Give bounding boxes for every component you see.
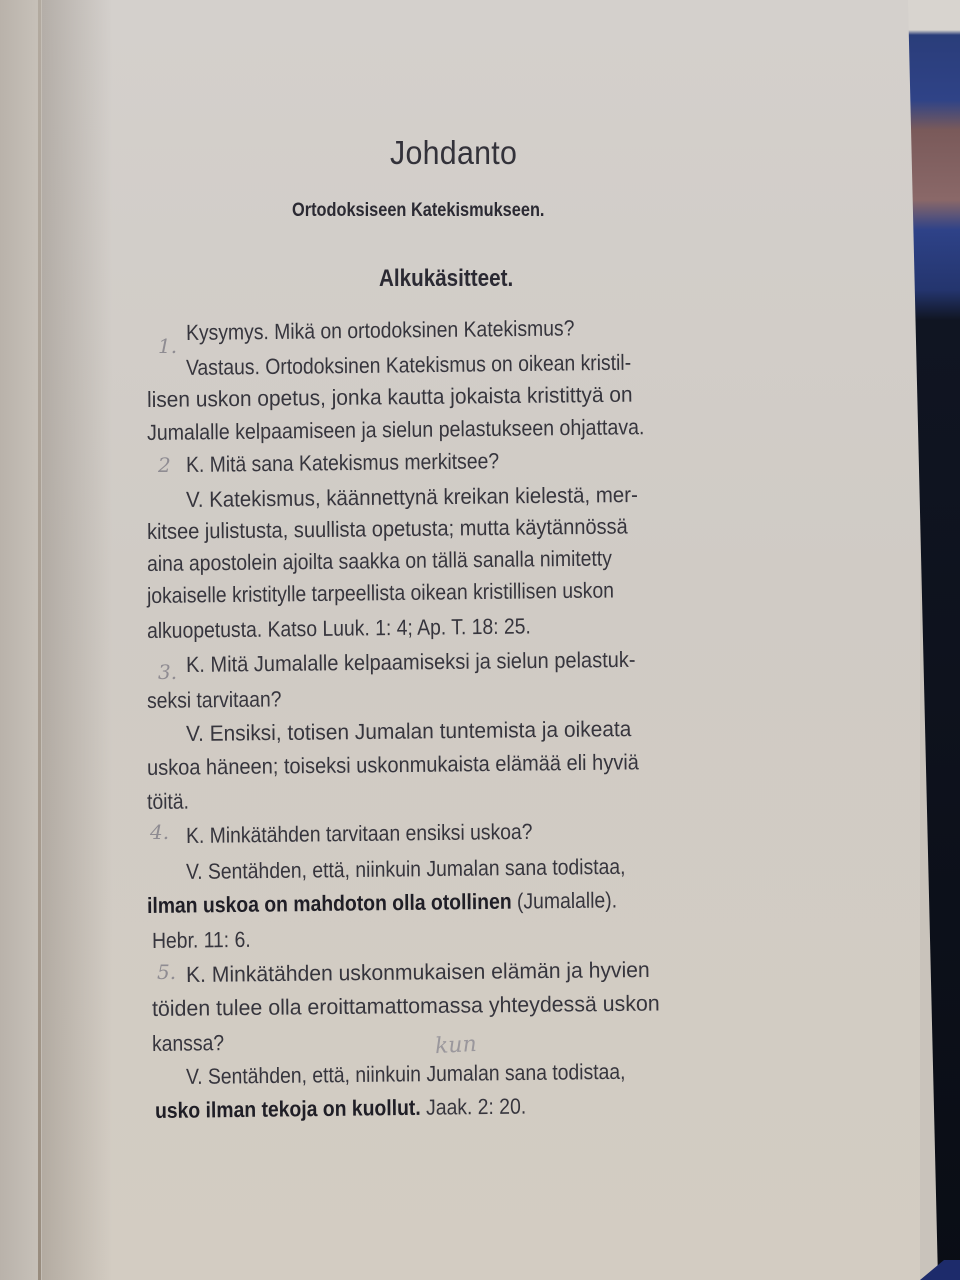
text-line: Vastaus. Ortodoksinen Katekismus on oikean kristil- — [185, 349, 632, 380]
margin-note-5: 5. — [157, 960, 177, 984]
text-line: K. Minkätähden uskonmukaisen elämän ja hyvien — [185, 956, 650, 987]
text-line: uskoa häneen; toiseksi uskonmukaista elämää eli hyviä — [146, 749, 639, 780]
text-line: töiden tulee olla eroittamattomassa yhteydessä uskon — [151, 990, 660, 1021]
text-line: V. Ensiksi, totisen Jumalan tuntemista ja oikeata — [185, 716, 632, 746]
text-line: usko ilman tekoja on kuollut. Jaak. 2: 20. — [154, 1093, 527, 1123]
text-line: Kysymys. Mikä on ortodoksinen Katekismus? — [185, 315, 575, 345]
margin-note-1: 1. — [158, 334, 178, 358]
text-line: lisen uskon opetus, jonka kautta jokaista kristittyä on — [146, 381, 633, 412]
text-line: K. Minkätähden tarvitaan ensiksi uskoa? — [185, 818, 533, 848]
text-line: V. Katekismus, käännettynä kreikan kielestä, mer- — [185, 481, 638, 512]
text-line: K. Mitä Jumalalle kelpaamiseksi ja sielun pelastuk- — [185, 646, 636, 677]
text-line: V. Sentähden, että, niinkuin Jumalan sana todistaa, — [185, 1058, 626, 1089]
margin-note-3: 3. — [158, 660, 178, 684]
text-line: töitä. — [146, 788, 190, 814]
section-heading: Alkukäsitteet. — [379, 265, 514, 292]
text-line: aina apostolein ajoilta saakka on tällä sanalla nimitetty — [146, 545, 613, 576]
text-line: ilman uskoa on mahdoton olla otollinen (Jumalalle). — [146, 887, 618, 918]
bold-emphasis: usko ilman tekoja on kuollut. — [154, 1094, 421, 1123]
text-line: K. Mitä sana Katekismus merkitsee? — [185, 448, 500, 477]
page-title: Johdanto — [390, 134, 518, 171]
margin-note-2: 2 — [158, 453, 171, 477]
book-gutter — [38, 0, 41, 1280]
text-line: Jumalalle kelpaamiseen ja sielun pelastukseen ohjattava. — [146, 414, 645, 445]
bold-emphasis: ilman uskoa on mahdoton olla otollinen — [146, 888, 512, 918]
text-line: kanssa? — [151, 1030, 225, 1056]
text-line: seksi tarvitaan? — [146, 686, 282, 713]
text-line: V. Sentähden, että, niinkuin Jumalan sana todistaa, — [185, 853, 626, 884]
pencil-annotation: kun — [434, 1031, 478, 1060]
margin-note-4: 4. — [150, 820, 170, 844]
text-line: Hebr. 11: 6. — [151, 926, 251, 953]
page-subtitle: Ortodoksiseen Katekismukseen. — [292, 200, 545, 221]
text-line: kitsee julistusta, suullista opetusta; mutta käytännössä — [146, 513, 628, 544]
text-line: alkuopetusta. Katso Luuk. 1: 4; Ap. T. 18: 25. — [146, 613, 531, 643]
gutter-shadow — [42, 0, 112, 1280]
text-line: jokaiselle kristitylle tarpeellista oikean kristillisen uskon — [146, 577, 615, 608]
